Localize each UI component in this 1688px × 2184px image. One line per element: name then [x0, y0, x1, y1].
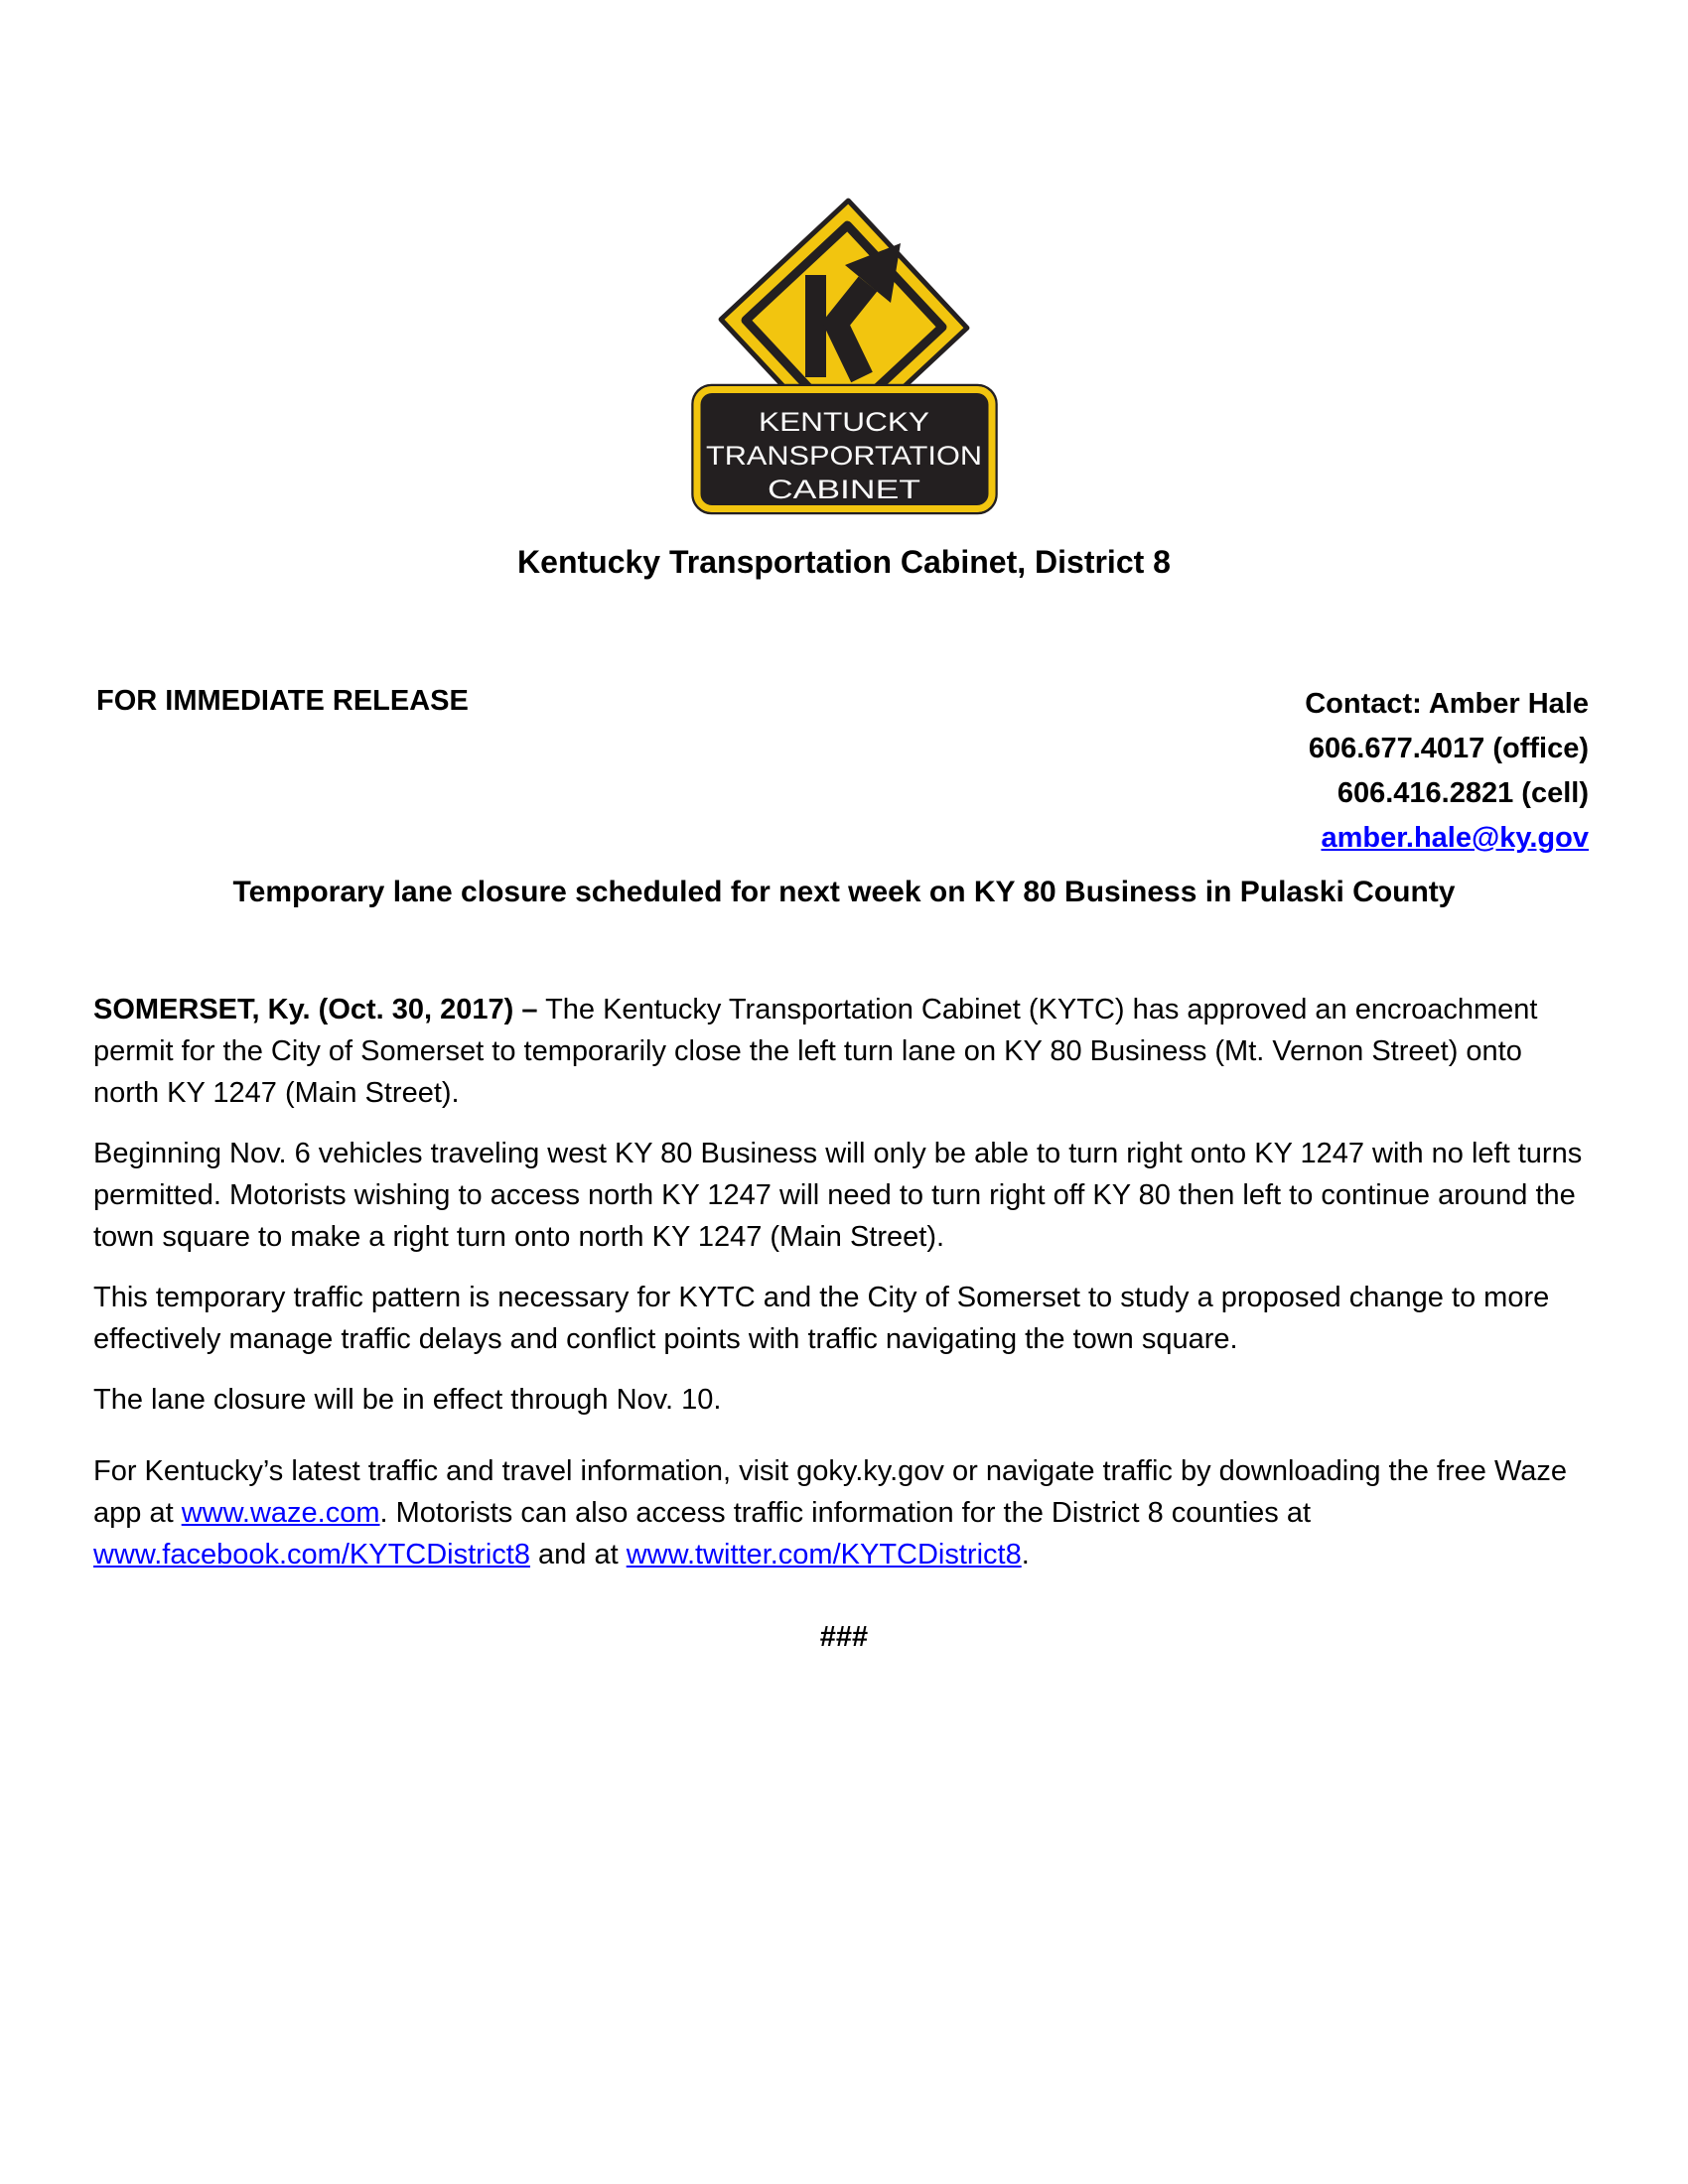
inline-link[interactable]: www.twitter.com/KYTCDistrict8 — [626, 1539, 1022, 1570]
paragraph: This temporary traffic pattern is necessary for KYTC and the City of Somerset to study a proposed change to more effectively manage traffic delays and conflict points with traffic navigating the town square. — [93, 1282, 1550, 1355]
logo-text-line2: TRANSPORTATION — [706, 441, 982, 471]
release-label: FOR IMMEDIATE RELEASE — [96, 685, 469, 717]
paragraph-text: . Motorists can also access traffic information for the District 8 counties at — [379, 1497, 1312, 1529]
contact-email-link[interactable]: amber.hale@ky.gov — [1321, 822, 1589, 854]
end-mark: ### — [819, 1621, 869, 1653]
inline-link[interactable]: www.facebook.com/KYTCDistrict8 — [93, 1539, 530, 1570]
contact-office-phone: 606.677.4017 (office) — [1308, 733, 1589, 764]
logo-text-line3: CABINET — [768, 475, 920, 504]
paragraph-dateline — [93, 989, 1595, 1114]
paragraph: The lane closure will be in effect through Nov. 10. — [93, 1384, 722, 1416]
contact-cell-phone: 606.416.2821 (cell) — [1336, 777, 1589, 809]
kytc-logo — [691, 195, 999, 518]
paragraph-text: For Kentucky’s latest traffic and travel information, visit goky.ky.gov or navigate traffic by downloading the free Waze app at — [93, 1455, 1568, 1529]
page-title: Kentucky Transportation Cabinet, District 8 — [517, 544, 1171, 580]
paragraph-with-links — [93, 1450, 1595, 1575]
contact-block — [1305, 682, 1589, 861]
paragraph-text: . — [1021, 1539, 1030, 1570]
body-copy — [93, 989, 1595, 1658]
logo-text-line1: KENTUCKY — [759, 407, 929, 437]
logo-banner — [693, 385, 997, 513]
contact-name: Contact: Amber Hale — [1305, 688, 1589, 720]
inline-link[interactable]: www.waze.com — [181, 1497, 380, 1529]
paragraph: Beginning Nov. 6 vehicles traveling west KY 80 Business will only be able to turn right onto KY 1247 with no left turns permitted. Motorists wishing to access north KY 1247 will need to turn right off KY 80 then left to continue around the town square to make a right turn onto north KY 1247 (Main Street). — [93, 1138, 1583, 1253]
paragraph-text: The Kentucky Transportation Cabinet (KYTC) has approved an encroachment permit for the City of Somerset to temporarily close the left turn lane on KY 80 Business (Mt. Vernon Street) onto north KY 1247 (Main Street). — [93, 994, 1538, 1109]
kytc-warning-sign-icon — [691, 195, 999, 518]
k-stem — [805, 275, 826, 377]
paragraph-text: and at — [529, 1539, 627, 1570]
headline: Temporary lane closure scheduled for next week on KY 80 Business in Pulaski County — [232, 876, 1456, 908]
dateline-bold: SOMERSET, Ky. (Oct. 30, 2017) – — [93, 994, 538, 1025]
